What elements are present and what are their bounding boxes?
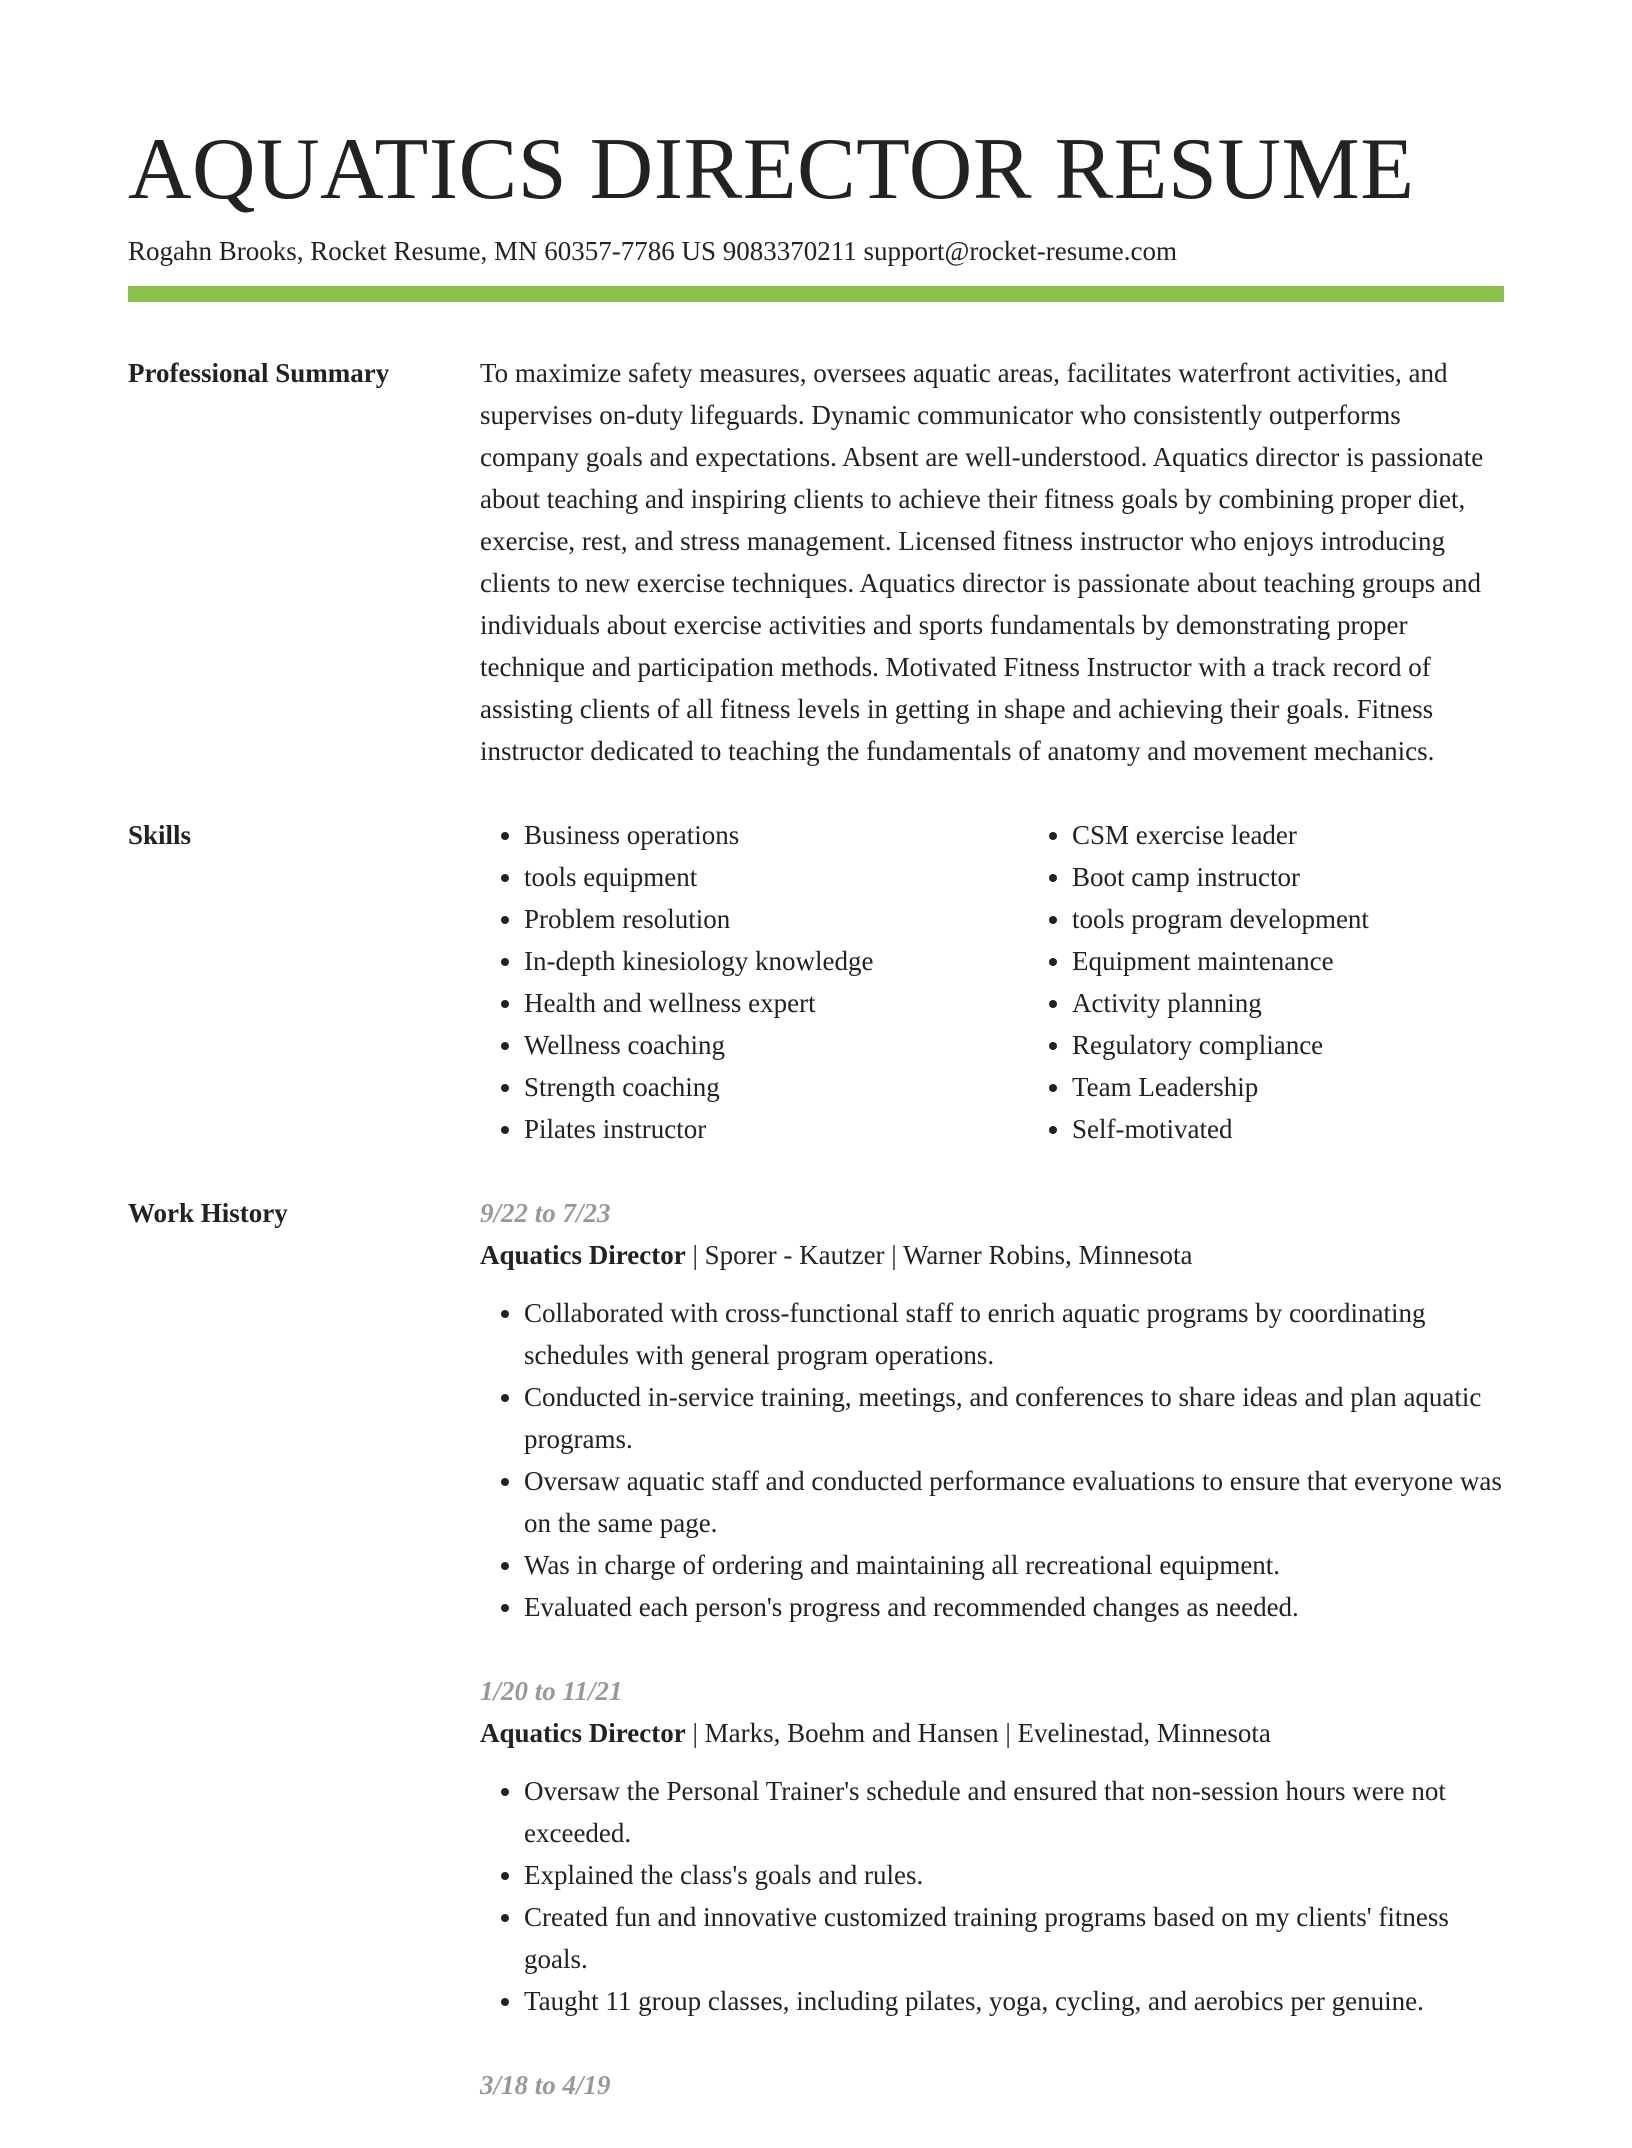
skill-item: • CSM exercise leader: [1072, 814, 1576, 856]
job-entry: [480, 1192, 1504, 1628]
job-bullet-list: [480, 1292, 1504, 1628]
skill-item: • Boot camp instructor: [1072, 856, 1576, 898]
job-date: 1/20 to 11/21: [480, 1676, 623, 1706]
job-entry: [480, 1670, 1504, 2022]
skills-section: [128, 814, 1504, 1150]
skill-item: • Self-motivated: [1072, 1108, 1576, 1150]
accent-divider: [128, 286, 1504, 302]
summary-section: [128, 352, 1504, 772]
skill-item: • Health and wellness expert: [524, 982, 1028, 1024]
job-details: | Sporer - Kautzer | Warner Robins, Minnesota: [685, 1240, 1193, 1270]
job-title: Aquatics Director: [480, 1240, 686, 1270]
contact-line: Rogahn Brooks, Rocket Resume, MN 60357-7786 US 9083370211 support@rocket-resume.com: [128, 236, 1177, 266]
resume-page: [128, 118, 1504, 2148]
job-title: Aquatics Director: [480, 1718, 686, 1748]
job-bullet: • Conducted in-service training, meetings, and conferences to share ideas and plan aquatic programs.: [524, 1376, 1504, 1460]
job-date: 9/22 to 7/23: [480, 1198, 611, 1228]
job-bullet: • Oversaw aquatic staff and conducted performance evaluations to ensure that everyone was on the same page.: [524, 1460, 1504, 1544]
job-title-line: [480, 1712, 1504, 1754]
summary-text: To maximize safety measures, oversees aquatic areas, facilitates waterfront activities, and supervises on-duty lifeguards. Dynamic communicator who consistently outperforms company goals and expectations. Absent are well-understood. Aquatics director is passionate about teaching and inspiring clients to achieve their fitness goals by combining proper diet, exercise, rest, and stress management. Licensed fitness instructor who enjoys introducing clients to new exercise techniques. Aquatics director is passionate about teaching groups and individuals about exercise activities and sports fundamentals by demonstrating proper technique and participation methods. Motivated Fitness Instructor with a track record of assisting clients of all fitness levels in getting in shape and achieving their goals. Fitness instructor dedicated to teaching the fundamentals of anatomy and movement mechanics.: [480, 358, 1484, 766]
skill-item: • Pilates instructor: [524, 1108, 1028, 1150]
skill-item: • In-depth kinesiology knowledge: [524, 940, 1028, 982]
skill-item: • Strength coaching: [524, 1066, 1028, 1108]
job-bullet: • Evaluated each person's progress and recommended changes as needed.: [524, 1586, 1504, 1628]
work-history-label: Work History: [128, 1198, 288, 1228]
skill-item: • Regulatory compliance: [1072, 1024, 1576, 1066]
skill-item: • tools equipment: [524, 856, 1028, 898]
skill-item: • Wellness coaching: [524, 1024, 1028, 1066]
skill-item: • Problem resolution: [524, 898, 1028, 940]
job-bullet: • Oversaw the Personal Trainer's schedule and ensured that non-session hours were not exceeded.: [524, 1770, 1504, 1854]
skill-item: • Equipment maintenance: [1072, 940, 1576, 982]
job-bullet: • Created fun and innovative customized training programs based on my clients' fitness goals.: [524, 1896, 1504, 1980]
skills-list-left: [480, 814, 1028, 1150]
summary-label: Professional Summary: [128, 358, 390, 388]
job-bullet: • Collaborated with cross-functional staff to enrich aquatic programs by coordinating schedules with general program operations.: [524, 1292, 1504, 1376]
work-history-section: [128, 1192, 1504, 2148]
job-bullet: • Taught 11 group classes, including pilates, yoga, cycling, and aerobics per genuine.: [524, 1980, 1504, 2022]
job-details: | Marks, Boehm and Hansen | Evelinestad, Minnesota: [685, 1718, 1271, 1748]
skill-item: • tools program development: [1072, 898, 1576, 940]
job-entry: [480, 2064, 1504, 2106]
job-date: 3/18 to 4/19: [480, 2070, 611, 2100]
skills-label: Skills: [128, 820, 192, 850]
skill-item: • Activity planning: [1072, 982, 1576, 1024]
skills-list-right: [1028, 814, 1576, 1150]
page-title: AQUATICS DIRECTOR RESUME: [128, 121, 1415, 218]
skill-item: • Team Leadership: [1072, 1066, 1576, 1108]
job-bullet: • Explained the class's goals and rules.: [524, 1854, 1504, 1896]
job-bullet: • Was in charge of ordering and maintaining all recreational equipment.: [524, 1544, 1504, 1586]
job-title-line: [480, 1234, 1504, 1276]
job-bullet-list: [480, 1770, 1504, 2022]
skill-item: • Business operations: [524, 814, 1028, 856]
